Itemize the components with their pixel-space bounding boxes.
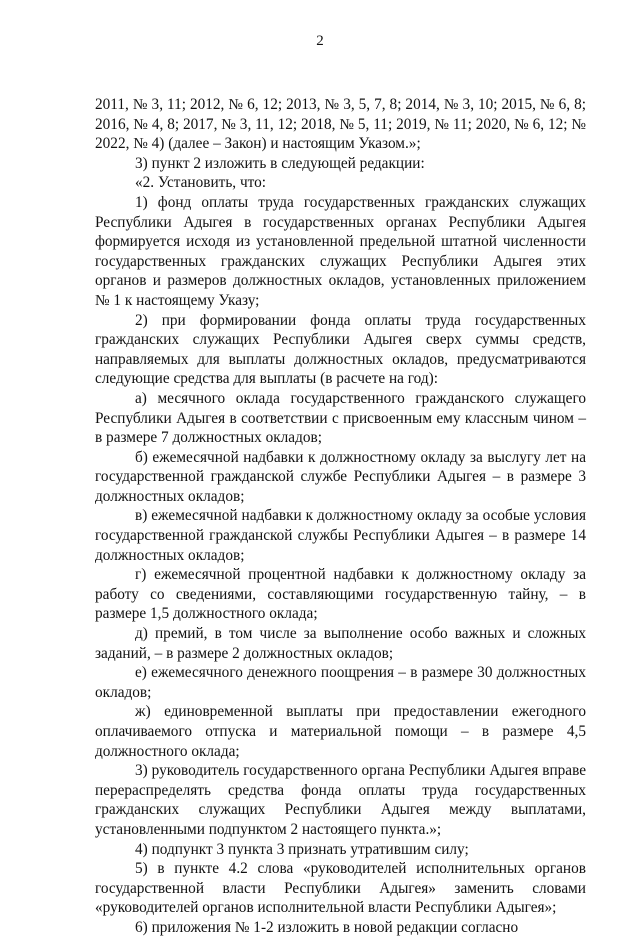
paragraph-item-4: 4) подпункт 3 пункта 3 признать утратившим силу;: [135, 840, 469, 858]
paragraph-subitem-d: д) премий, в том числе за выполнение особо важных и сложных заданий, – в размере 2 должностных окладов;: [95, 625, 586, 662]
paragraph-subitem-b: б) ежемесячной надбавки к должностному окладу за выслугу лет на государственной гражданской службе Республики Адыгея – в размере 3 должностных окладов;: [95, 448, 586, 505]
paragraph-item-5: 5) в пункте 4.2 слова «руководителей исполнительных органов государственной власти Республики Адыгея» заменить словами «руководителей органов исполнительной власти Республики Адыгея»;: [95, 860, 586, 917]
paragraph-establish: «2. Установить, что:: [135, 174, 267, 192]
paragraph-item-3: 3) пункт 2 изложить в следующей редакции:: [135, 154, 425, 172]
page-number: 2: [316, 33, 324, 49]
paragraph-subitem-1: 1) фонд оплаты труда государственных гражданских служащих Республики Адыгея в государственных органах Республики Адыгея формируется исходя из установленной предельной штатной численности государственных гражданских служащих Республики Адыгея этих органов и размеров должностных окладов, установленных приложением № 1 к настоящему Указу;: [95, 193, 586, 309]
paragraph-subitem-v: в) ежемесячной надбавки к должностному окладу за особые условия государственной гражданской службы Республики Адыгея – в размере 14 должностных окладов;: [95, 507, 586, 564]
paragraph-subitem-3: 3) руководитель государственного органа Республики Адыгея вправе перераспределять средства фонда оплаты труда государственных гражданских служащих Республики Адыгея между выплатами, установленными подпунктом 2 настоящего пункта.»;: [95, 762, 586, 838]
paragraph-item-6: 6) приложения № 1-2 изложить в новой редакции согласно: [135, 918, 519, 936]
paragraph-subitem-g: г) ежемесячной процентной надбавки к должностному окладу за работу со сведениями, составляющими государственную тайну, – в размере 1,5 должностного оклада;: [95, 566, 586, 623]
paragraph-subitem-zh: ж) единовременной выплаты при предоставлении ежегодного оплачиваемого отпуска и материальной помощи – в размере 4,5 должностного оклада;: [95, 703, 586, 760]
paragraph-subitem-e: е) ежемесячного денежного поощрения – в размере 30 должностных окладов;: [95, 664, 586, 701]
paragraph-subitem-2: 2) при формировании фонда оплаты труда государственных гражданских служащих Республики Адыгея сверх суммы средств, направляемых для выплаты должностных окладов, предусматриваются следующие средства для выплаты (в расчете на год):: [95, 311, 586, 388]
paragraph-subitem-a: а) месячного оклада государственного гражданского служащего Республики Адыгея в соответствии с присвоенным ему классным чином – в размере 7 должностных окладов;: [95, 389, 586, 447]
paragraph-law-references: 2011, № 3, 11; 2012, № 6, 12; 2013, № 3, 5, 7, 8; 2014, № 3, 10; 2015, № 6, 8; 2016, № 4, 8; 2017, № 3, 11, 12; 2018, № 5, 11; 2019, № 11; 2020, № 6, 12; № 2022, № 4) (далее – Закон) и настоящим Указом.»;: [95, 96, 586, 153]
document-body: [95, 95, 586, 938]
